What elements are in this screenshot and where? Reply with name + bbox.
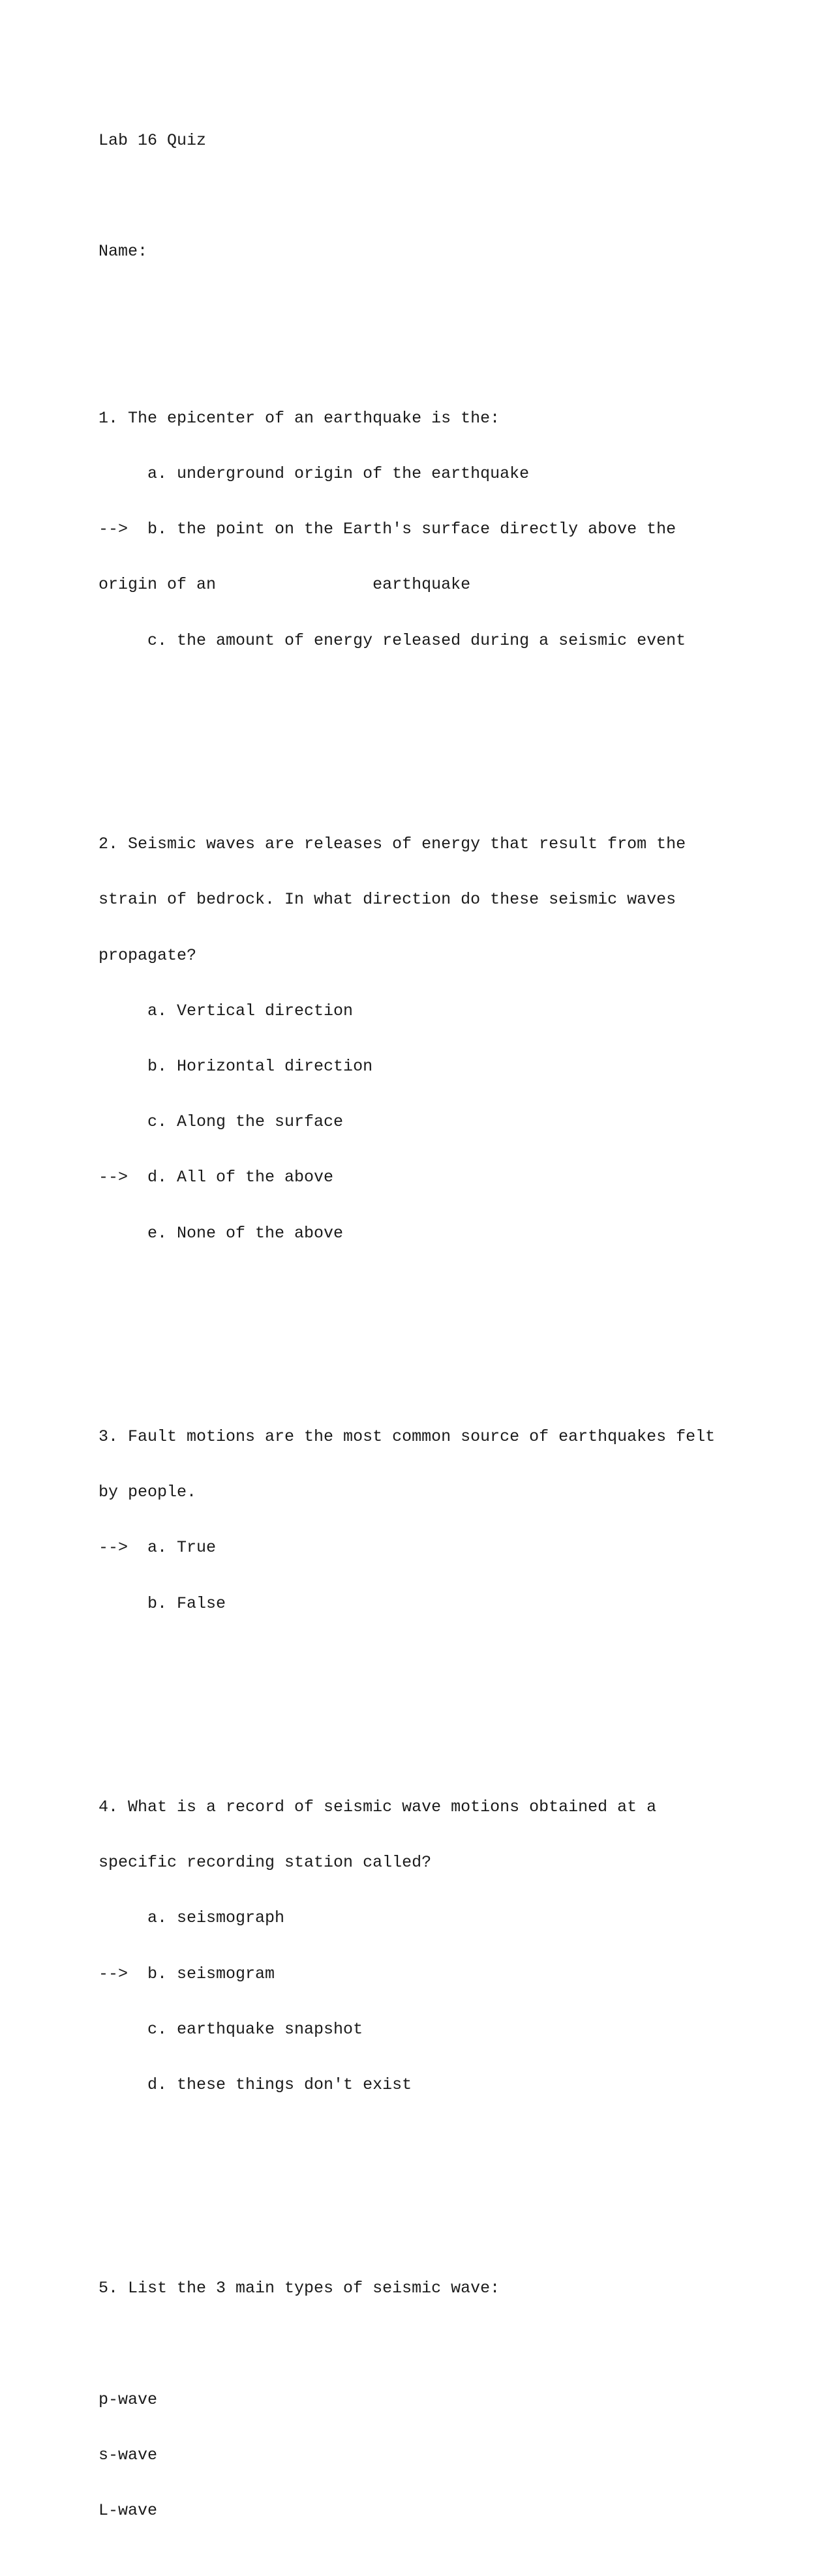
name-label: Name: <box>99 242 148 261</box>
question-2-stem-line3: propagate? <box>99 945 197 965</box>
document-title: Lab 16 Quiz <box>99 130 207 150</box>
question-4-option-c: c. earthquake snapshot <box>99 2019 363 2039</box>
question-2-option-c: c. Along the surface <box>99 1112 344 1132</box>
question-3-stem-line2: by people. <box>99 1483 197 1502</box>
answer-line: L-wave <box>99 2501 158 2521</box>
question-2-option-a: a. Vertical direction <box>99 1001 354 1020</box>
question-5-stem: 5. List the 3 main types of seismic wave: <box>99 2279 500 2298</box>
question-4 <box>99 1761 790 2131</box>
question-2-stem-line1: 2. Seismic waves are releases of energy that result from the <box>99 835 686 854</box>
question-3-stem-line1: 3. Fault motions are the most common source of earthquakes felt <box>99 1427 716 1446</box>
question-1 <box>99 372 790 687</box>
question-4-stem-line1: 4. What is a record of seismic wave motions obtained at a <box>99 1798 657 1816</box>
quiz-document <box>99 95 790 2576</box>
answer-line: p-wave <box>99 2390 158 2409</box>
question-3-option-a: --> a. True <box>99 1538 217 1558</box>
question-2-option-b: b. Horizontal direction <box>99 1056 373 1076</box>
question-3 <box>99 1391 790 1650</box>
spacer <box>99 298 790 316</box>
spacer <box>99 2335 790 2354</box>
spacer <box>99 187 790 205</box>
question-4-option-b: --> b. seismogram <box>99 1964 275 1983</box>
question-1-option-b-line1: --> b. the point on the Earth's surface directly above the <box>99 520 676 539</box>
question-2-option-e: e. None of the above <box>99 1223 344 1243</box>
spacer <box>99 1317 790 1335</box>
question-3-option-b: b. False <box>99 1593 226 1613</box>
spacer <box>99 1687 790 1706</box>
question-4-stem-line2: specific recording station called? <box>99 1853 432 1873</box>
question-2 <box>99 798 790 1279</box>
question-4-option-d: d. these things don't exist <box>99 2075 412 2095</box>
question-2-stem-line2: strain of bedrock. In what direction do these seismic waves <box>99 890 676 910</box>
question-1-stem: 1. The epicenter of an earthquake is the: <box>99 408 500 428</box>
question-5 <box>99 2243 790 2558</box>
question-1-option-c: c. the amount of energy released during a seismic event <box>99 630 686 650</box>
question-4-option-a: a. seismograph <box>99 1908 285 1928</box>
question-1-option-a: a. underground origin of the earthquake <box>99 464 530 484</box>
question-2-option-d: --> d. All of the above <box>99 1168 334 1187</box>
answer-line: s-wave <box>99 2446 158 2465</box>
question-1-option-b-line2: origin of an earthquake <box>99 575 471 595</box>
spacer <box>99 724 790 743</box>
spacer <box>99 2169 790 2187</box>
